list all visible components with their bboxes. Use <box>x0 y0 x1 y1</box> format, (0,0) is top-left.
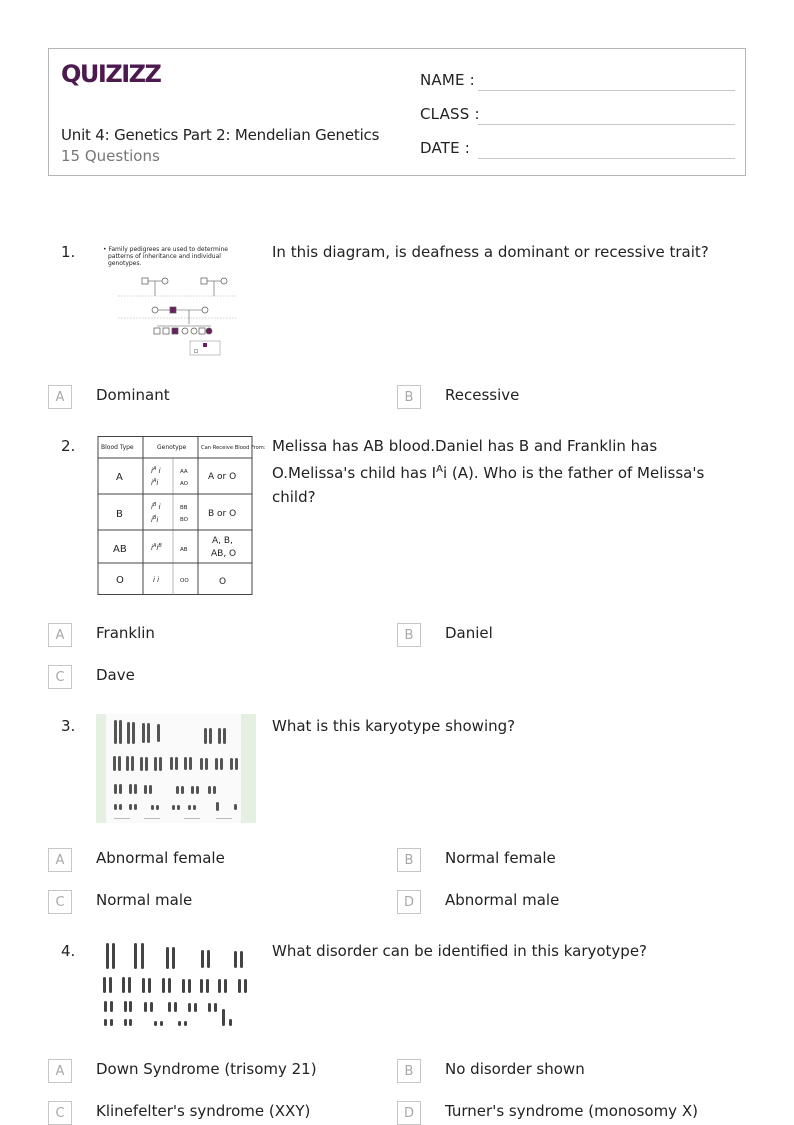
class-line[interactable] <box>478 124 735 125</box>
option-text: Franklin <box>96 624 155 642</box>
option-letter: D <box>397 890 421 914</box>
svg-text:Genotype: Genotype <box>157 444 187 451</box>
option-letter: B <box>397 848 421 872</box>
option-text: Turner's syndrome (monosomy X) <box>445 1102 698 1120</box>
option-text: Normal male <box>96 891 193 909</box>
svg-text:O: O <box>116 575 124 586</box>
option-text: Normal female <box>445 849 556 867</box>
svg-text:iA i: $i^A$ i <box>151 466 161 475</box>
option-letter: B <box>397 385 421 409</box>
svg-text:AB: AB <box>180 547 188 553</box>
svg-text:Can Receive Blood From:: Can Receive Blood From: <box>201 445 266 451</box>
worksheet-title: Unit 4: Genetics Part 2: Mendelian Genetics <box>61 126 380 144</box>
option-text: Klinefelter's syndrome (XXY) <box>96 1102 311 1120</box>
name-field[interactable] <box>420 69 735 91</box>
question-text-part: Melissa has AB blood.Daniel has B and Franklin has O.Melissa's child has I <box>272 437 658 482</box>
option-letter: C <box>48 890 72 914</box>
class-field[interactable] <box>420 103 735 125</box>
question-number: 3. <box>61 717 76 735</box>
question-count: 15 Questions <box>61 147 160 165</box>
svg-text:iAi: $i^Ai$ <box>151 478 159 487</box>
date-label: DATE : <box>420 139 471 157</box>
svg-text:genotypes.: genotypes. <box>108 260 142 267</box>
option-text: Down Syndrome (trisomy 21) <box>96 1060 317 1078</box>
svg-text:BO: BO <box>180 517 189 523</box>
question-text-part: i (A). Who is the father of Melissa's child? <box>272 464 705 506</box>
worksheet-header <box>48 48 746 176</box>
svg-text:iB i: $i^B$ i <box>151 502 161 511</box>
option-text: Dominant <box>96 386 170 404</box>
svg-text:i i: i i <box>153 576 160 584</box>
question-text <box>272 434 742 509</box>
svg-text:B: B <box>116 509 123 520</box>
question-number: 4. <box>61 942 76 960</box>
svg-text:A or O: A or O <box>208 472 237 482</box>
question-number: 1. <box>61 243 76 261</box>
svg-text:AB, O: AB, O <box>211 549 237 559</box>
quizizz-logo <box>61 59 161 89</box>
svg-text:AA: AA <box>180 469 188 475</box>
svg-text:OO: OO <box>180 578 189 584</box>
karyotype-image <box>96 714 256 827</box>
option-text: No disorder shown <box>445 1060 585 1078</box>
svg-text:A, B,: A, B, <box>212 536 233 546</box>
option-letter: B <box>397 623 421 647</box>
option-letter: C <box>48 665 72 689</box>
svg-text:Blood Type: Blood Type <box>101 444 134 451</box>
option-letter: A <box>48 623 72 647</box>
svg-text:A: A <box>116 472 123 483</box>
svg-text:O: O <box>219 577 227 587</box>
class-label: CLASS : <box>420 105 480 123</box>
option-text: Dave <box>96 666 135 684</box>
option-letter: A <box>48 385 72 409</box>
svg-text:iBi: $i^Bi$ <box>151 515 159 524</box>
question-text: What disorder can be identified in this karyotype? <box>272 942 648 960</box>
svg-text:QUIZIZZ: QUIZIZZ <box>61 60 161 88</box>
option-text: Daniel <box>445 624 493 642</box>
svg-text:AO: AO <box>180 481 188 487</box>
date-field[interactable] <box>420 137 735 159</box>
option-letter: A <box>48 848 72 872</box>
date-line[interactable] <box>478 158 735 159</box>
svg-text:• Family pedigrees are used to: • Family pedigrees are used to determine <box>103 246 228 253</box>
blood-type-table <box>97 436 266 600</box>
question-number: 2. <box>61 437 76 455</box>
karyotype-image <box>98 939 256 1035</box>
option-text: Abnormal male <box>445 891 560 909</box>
option-letter: C <box>48 1101 72 1125</box>
name-line[interactable] <box>478 90 735 91</box>
question-text-sup: A <box>436 464 443 475</box>
option-text: Abnormal female <box>96 849 225 867</box>
option-letter: B <box>397 1059 421 1083</box>
svg-text:B or O: B or O <box>208 509 237 519</box>
name-label: NAME : <box>420 71 475 89</box>
svg-text:AB: AB <box>113 544 127 555</box>
pedigree-figure <box>98 244 240 360</box>
svg-text:BB: BB <box>180 505 188 511</box>
svg-text:iAiB: $i^Ai^B$ <box>151 543 162 552</box>
question-text: What is this karyotype showing? <box>272 717 516 735</box>
option-text: Recessive <box>445 386 520 404</box>
svg-text:patterns of inheritance and in: patterns of inheritance and individual <box>108 253 221 260</box>
question-text: In this diagram, is deafness a dominant or recessive trait? <box>272 243 709 261</box>
option-letter: A <box>48 1059 72 1083</box>
option-letter: D <box>397 1101 421 1125</box>
